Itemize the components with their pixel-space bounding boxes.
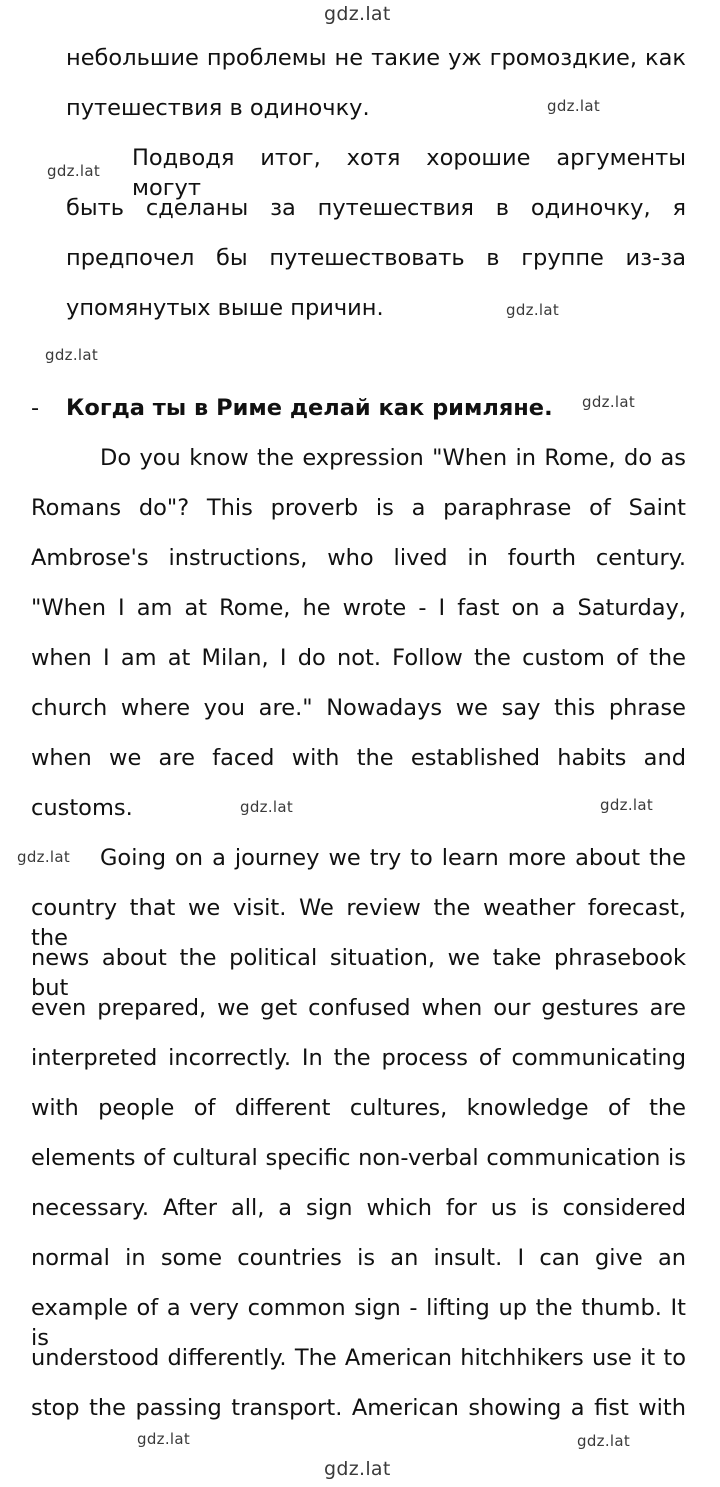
- text-line: understood differently. The American hitchhikers use it to: [31, 1345, 686, 1371]
- text-line: путешествия в одиночку.: [66, 95, 370, 121]
- watermark: gdz.lat: [582, 393, 636, 411]
- text-line: небольшие проблемы не такие уж громоздкие, как: [66, 45, 686, 71]
- text-line: Romans do"? This proverb is a paraphrase of Saint: [31, 495, 686, 521]
- heading-bullet: -: [31, 395, 40, 421]
- text-line: even prepared, we get confused when our gestures are: [31, 995, 686, 1021]
- text-line: stop the passing transport. American showing a fist with: [31, 1395, 686, 1421]
- watermark: gdz.lat: [137, 1430, 191, 1448]
- text-line: Ambrose's instructions, who lived in fourth century.: [31, 545, 686, 571]
- text-line: example of a very common sign - lifting up the thumb. It is: [31, 1295, 686, 1351]
- watermark: gdz.lat: [600, 796, 654, 814]
- watermark: gdz.lat: [547, 97, 601, 115]
- watermark: gdz.lat: [240, 798, 294, 816]
- watermark: gdz.lat: [324, 1458, 391, 1480]
- text-line: news about the political situation, we take phrasebook but: [31, 945, 686, 1001]
- text-line: Do you know the expression "When in Rome, do as: [100, 445, 686, 471]
- text-line: with people of different cultures, knowledge of the: [31, 1095, 686, 1121]
- watermark: gdz.lat: [577, 1432, 631, 1450]
- watermark: gdz.lat: [17, 848, 71, 866]
- text-line: предпочел бы путешествовать в группе из-за: [66, 245, 686, 271]
- text-line: упомянутых выше причин.: [66, 295, 384, 321]
- text-line: when we are faced with the established habits and: [31, 745, 686, 771]
- watermark: gdz.lat: [324, 3, 391, 25]
- text-line: necessary. After all, a sign which for us is considered: [31, 1195, 686, 1221]
- watermark: gdz.lat: [47, 162, 101, 180]
- text-line: church where you are." Nowadays we say this phrase: [31, 695, 686, 721]
- text-line: interpreted incorrectly. In the process of communicating: [31, 1045, 686, 1071]
- watermark: gdz.lat: [506, 301, 560, 319]
- text-line: elements of cultural specific non-verbal communication is: [31, 1145, 686, 1171]
- text-line: Going on a journey we try to learn more about the: [100, 845, 686, 871]
- text-line: country that we visit. We review the weather forecast, the: [31, 895, 686, 951]
- text-line: when I am at Milan, I do not. Follow the custom of the: [31, 645, 686, 671]
- watermark: gdz.lat: [45, 346, 99, 364]
- text-line: быть сделаны за путешествия в одиночку, я: [66, 195, 686, 221]
- section-heading: Когда ты в Риме делай как римляне.: [66, 395, 553, 421]
- text-line: normal in some countries is an insult. I can give an: [31, 1245, 686, 1271]
- text-line: customs.: [31, 795, 133, 821]
- text-line: "When I am at Rome, he wrote - I fast on a Saturday,: [31, 595, 686, 621]
- text-line: Подводя итог, хотя хорошие аргументы могут: [132, 145, 686, 201]
